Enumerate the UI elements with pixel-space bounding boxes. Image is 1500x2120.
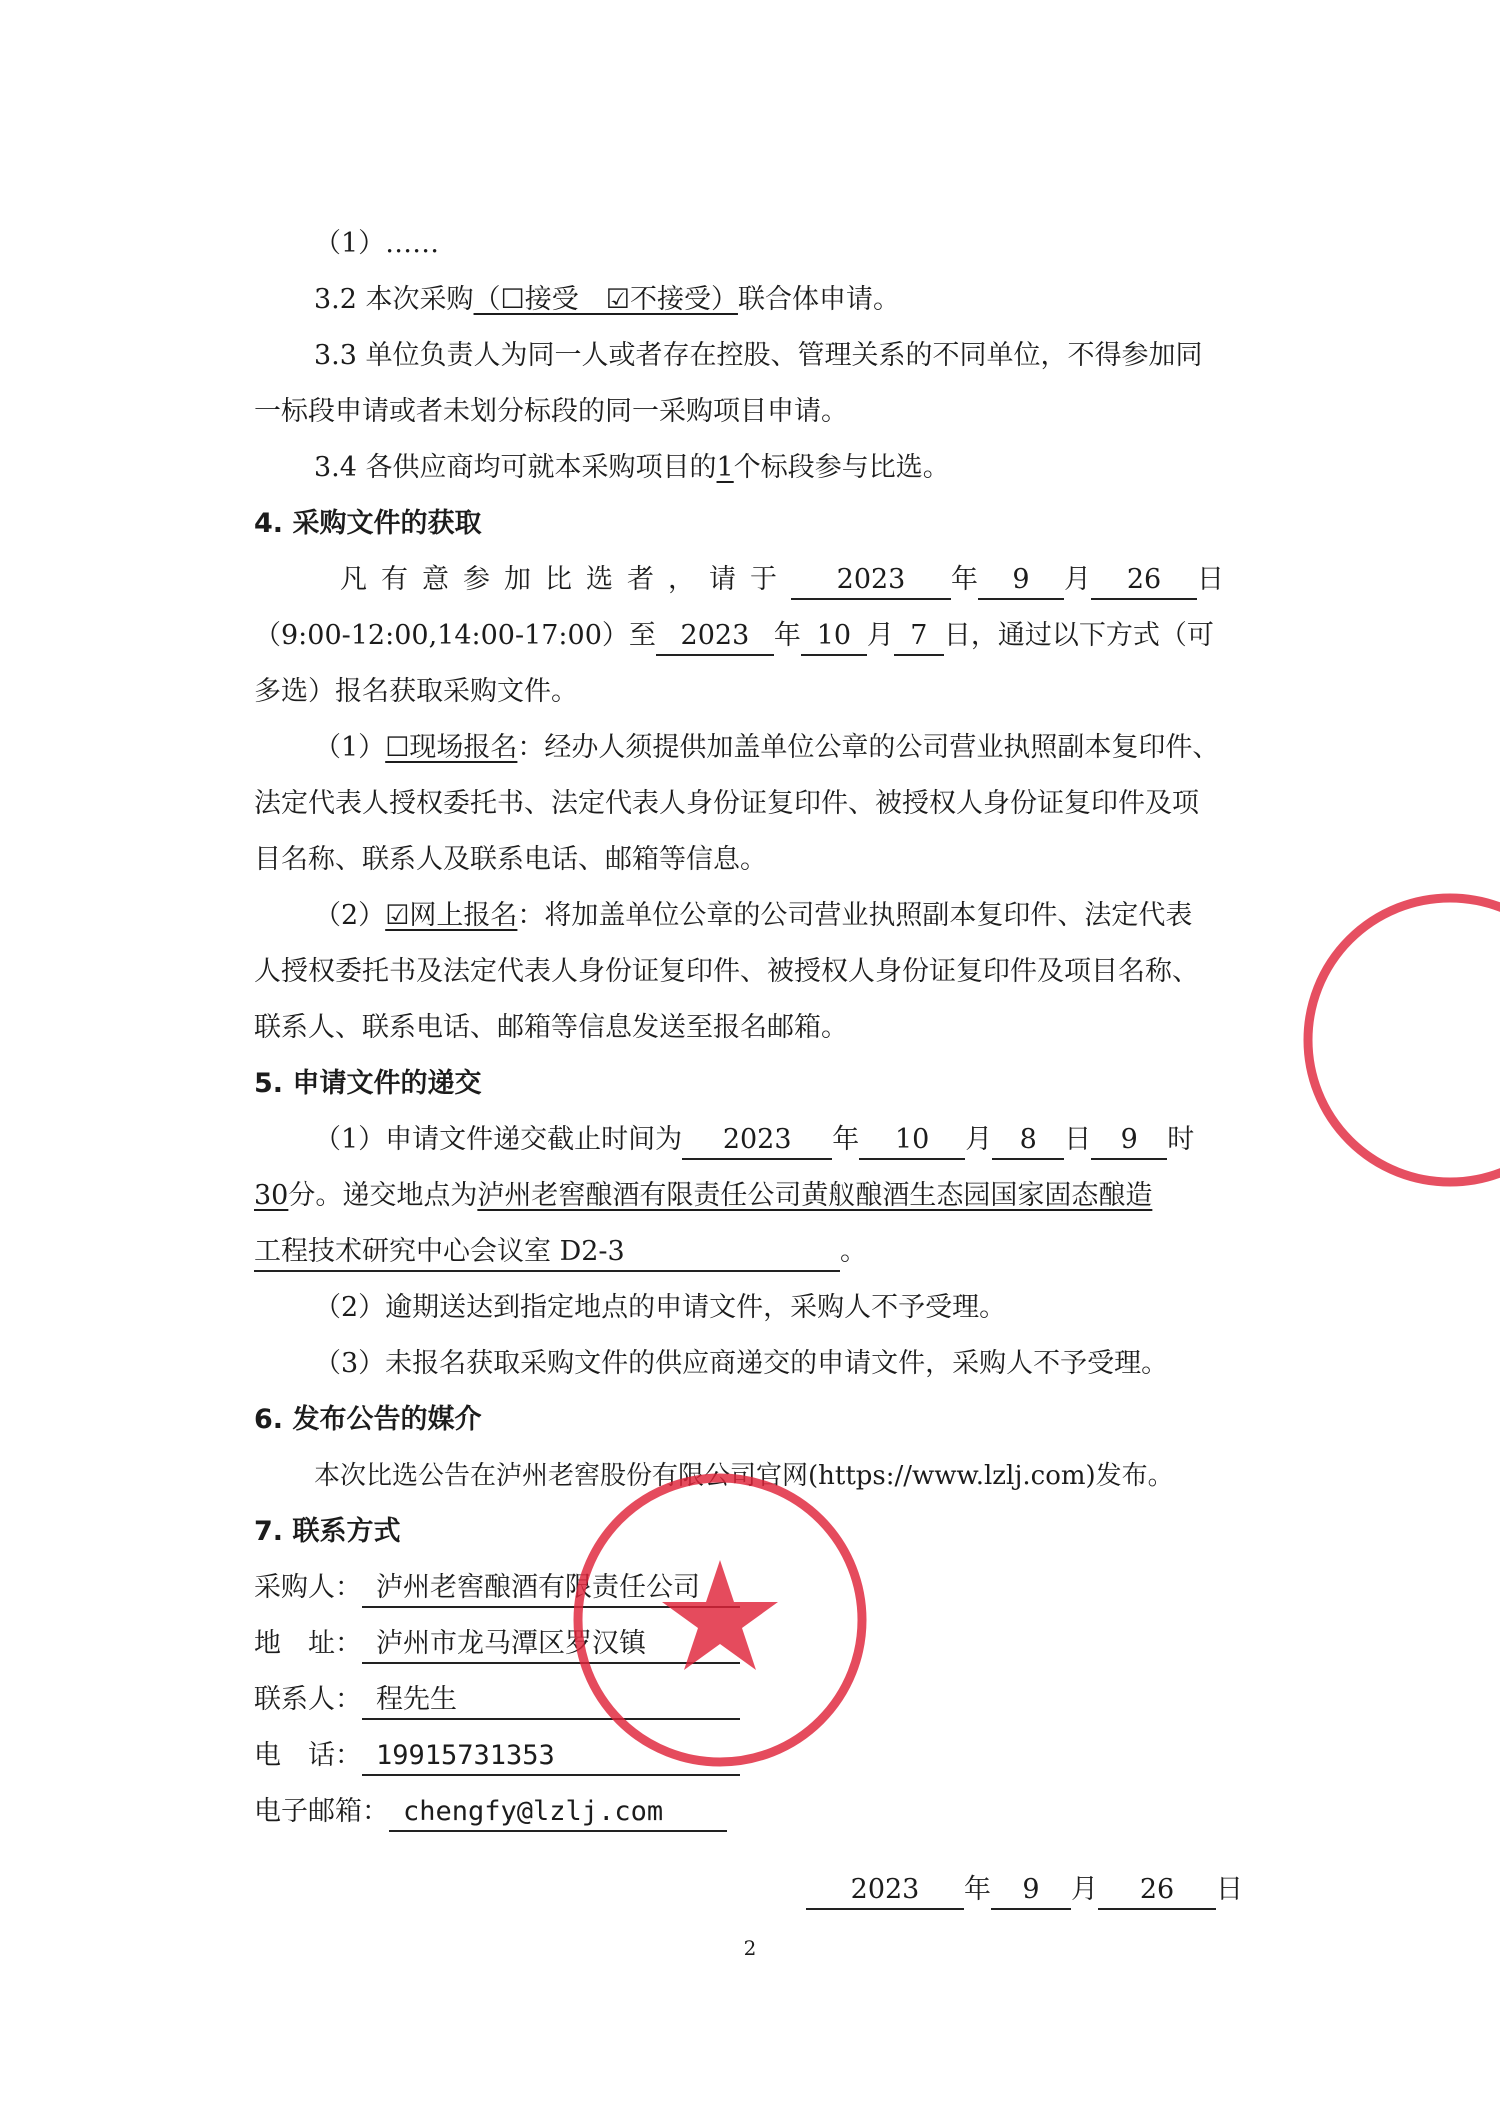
start-month: 9 bbox=[978, 564, 1064, 600]
nian-label: 年 bbox=[951, 564, 978, 595]
ri-label: 日 bbox=[1216, 1874, 1243, 1905]
end-year: 2023 bbox=[656, 620, 774, 656]
option-number: （1） bbox=[314, 732, 386, 763]
deadline-line bbox=[314, 1120, 1254, 1160]
consortium-options: （☐接受 ☑不接受） bbox=[473, 284, 738, 315]
email-value: chengfy@lzlj.com bbox=[389, 1796, 727, 1832]
contact-label: 联系人： bbox=[254, 1684, 362, 1715]
ri-label: 日 bbox=[1197, 564, 1224, 595]
signoff-year: 2023 bbox=[806, 1874, 964, 1910]
address-value: 泸州市龙马潭区罗汉镇 bbox=[362, 1628, 740, 1664]
venue-label: 分。递交地点为 bbox=[288, 1180, 478, 1211]
buyer-label: 采购人： bbox=[254, 1572, 362, 1603]
online-desc-2: 人授权委托书及法定代表人身份证复印件、被授权人身份证复印件及项目名称、 bbox=[254, 956, 1199, 987]
late-rule: （2）逾期送达到指定地点的申请文件，采购人不予受理。 bbox=[314, 1292, 1007, 1323]
page-number: 2 bbox=[743, 1936, 757, 1960]
onsite-registration: ☐现场报名 bbox=[385, 732, 518, 763]
yue-label: 月 bbox=[866, 620, 894, 651]
clause-3-2 bbox=[314, 280, 1314, 320]
nian-label: 年 bbox=[832, 1124, 860, 1155]
lot-count: 1 bbox=[716, 452, 734, 483]
section-5-title: 5. 申请文件的递交 bbox=[254, 1068, 482, 1099]
online-desc-3: 联系人、联系电话、邮箱等信息发送至报名邮箱。 bbox=[254, 1012, 848, 1043]
online-registration: ☑网上报名 bbox=[385, 900, 518, 931]
clause-3-4 bbox=[314, 448, 1314, 488]
signoff-month: 9 bbox=[991, 1874, 1071, 1910]
media-statement: 本次比选公告在泸州老窖股份有限公司官网(https://www.lzlj.com)发布。 bbox=[314, 1461, 1174, 1491]
venue-line-2 bbox=[254, 1232, 1254, 1272]
deadline-day: 8 bbox=[992, 1124, 1064, 1160]
company-seal-icon bbox=[560, 1460, 880, 1780]
onsite-desc-2: 法定代表人授权委托书、法定代表人身份证复印件、被授权人身份证复印件及项 bbox=[254, 788, 1199, 819]
unregistered-rule: （3）未报名获取采购文件的供应商递交的申请文件，采购人不予受理。 bbox=[314, 1348, 1169, 1379]
sec4-line3: 多选）报名获取采购文件。 bbox=[254, 676, 578, 707]
deadline-minute: 30 bbox=[254, 1180, 289, 1211]
nian-label: 年 bbox=[964, 1874, 991, 1905]
shi-label: 时 bbox=[1167, 1124, 1195, 1155]
deadline-year: 2023 bbox=[682, 1124, 832, 1160]
sec4-time-end: 日，通过以下方式（可 bbox=[943, 620, 1214, 651]
end-day: 7 bbox=[894, 620, 944, 656]
sec4-time-line bbox=[254, 616, 1254, 656]
online-desc: ：将加盖单位公章的公司营业执照副本复印件、法定代表 bbox=[517, 900, 1193, 931]
contact-value: 程先生 bbox=[362, 1684, 740, 1720]
section-4-title: 4. 采购文件的获取 bbox=[254, 508, 482, 539]
option-number: （2） bbox=[314, 900, 386, 931]
deadline-month: 10 bbox=[859, 1124, 965, 1160]
onsite-desc-3: 目名称、联系人及联系电话、邮箱等信息。 bbox=[254, 844, 767, 875]
end-month: 10 bbox=[801, 620, 867, 656]
section-6-title: 6. 发布公告的媒介 bbox=[254, 1404, 482, 1435]
start-day: 26 bbox=[1091, 564, 1197, 600]
clause-3-4-text: 3.4 各供应商均可就本采购项目的 bbox=[314, 452, 717, 483]
clause-3-3-line2: 一标段申请或者未划分标段的同一采购项目申请。 bbox=[254, 396, 848, 427]
ri-label: 日 bbox=[1064, 1124, 1092, 1155]
clause-3-2-text: 3.2 本次采购 bbox=[314, 284, 474, 315]
clause-3-3-line1: 3.3 单位负责人为同一人或者存在控股、管理关系的不同单位，不得参加同 bbox=[314, 340, 1203, 371]
section-7-title: 7. 联系方式 bbox=[254, 1516, 401, 1547]
onsite-desc: ：经办人须提供加盖单位公章的公司营业执照副本复印件、 bbox=[517, 732, 1220, 763]
signoff-day: 26 bbox=[1098, 1874, 1216, 1910]
yue-label: 月 bbox=[1064, 564, 1091, 595]
yue-label: 月 bbox=[1071, 1874, 1098, 1905]
start-year: 2023 bbox=[791, 564, 951, 600]
sec4-intro: 凡有意参加比选者，请于 bbox=[340, 564, 791, 595]
email-row bbox=[254, 1792, 1254, 1832]
office-hours: （9:00-12:00,14:00-17:00）至 bbox=[254, 620, 656, 651]
buyer-value: 泸州老窖酿酒有限责任公司 bbox=[362, 1572, 740, 1608]
item-ellipsis: （1）…… bbox=[314, 228, 440, 259]
phone-label: 电 话： bbox=[254, 1740, 362, 1771]
address-label: 地 址： bbox=[254, 1628, 362, 1659]
sec4-date-line bbox=[340, 560, 1254, 600]
phone-value: 19915731353 bbox=[362, 1740, 740, 1776]
clause-3-4-end: 个标段参与比选。 bbox=[733, 452, 950, 483]
clause-3-2-end: 联合体申请。 bbox=[737, 284, 900, 315]
venue-end: 。 bbox=[840, 1236, 867, 1267]
option-onsite bbox=[314, 728, 1314, 768]
partial-seal-icon bbox=[1300, 880, 1500, 1200]
venue-part-2: 工程技术研究中心会议室 D2-3 bbox=[254, 1236, 840, 1272]
email-label: 电子邮箱： bbox=[254, 1796, 389, 1827]
yue-label: 月 bbox=[965, 1124, 993, 1155]
nian-label: 年 bbox=[773, 620, 801, 651]
deadline-hour: 9 bbox=[1091, 1124, 1167, 1160]
deadline-label: （1）申请文件递交截止时间为 bbox=[314, 1124, 683, 1155]
option-online bbox=[314, 896, 1314, 936]
venue-part-1: 泸州老窖酿酒有限责任公司黄舣酿酒生态园国家固态酿造 bbox=[477, 1180, 1153, 1211]
signoff-date bbox=[806, 1870, 1266, 1910]
venue-line-1 bbox=[254, 1176, 1254, 1216]
